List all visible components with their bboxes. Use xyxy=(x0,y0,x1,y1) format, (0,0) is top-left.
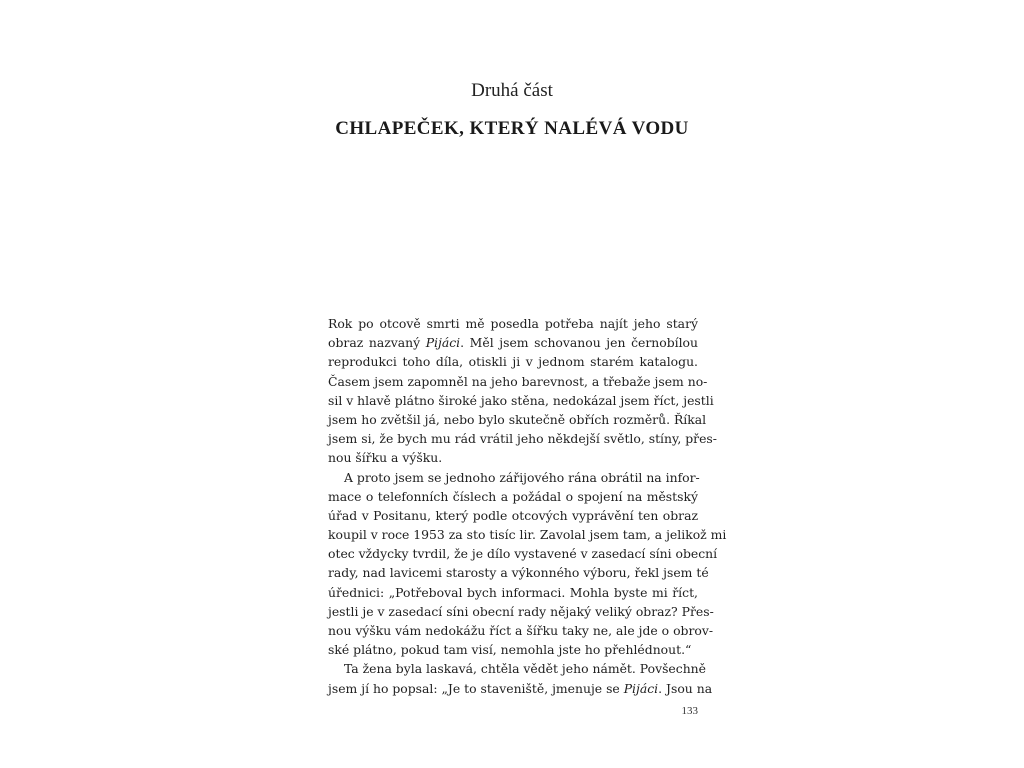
text-line: Časem jsem zapomněl na jeho barevnost, a třebaže jsem no- xyxy=(328,373,708,389)
painting-title: Pijáci xyxy=(425,335,461,351)
painting-title: Pijáci xyxy=(623,680,659,696)
text-line: sil v hlavě plátno široké jako stěna, nedokázal jsem říct, jestli xyxy=(328,392,714,408)
text-line: nou šířku a výšku. xyxy=(328,450,443,466)
page-number: 133 xyxy=(681,705,698,717)
text-line: reprodukci toho díla, otiskli ji v jednom starém katalogu. xyxy=(328,354,698,370)
text-line: obraz nazvaný Pijáci. Měl jsem schovanou jen černobílou xyxy=(328,335,698,351)
part-label: Druhá část xyxy=(471,80,553,101)
body-text xyxy=(328,314,727,698)
text-line: koupil v roce 1953 za sto tisíc lir. Zavolal jsem tam, a jelikož mi xyxy=(328,527,727,543)
text-line: rady, nad lavicemi starosty a výkonného výboru, řekl jsem té xyxy=(328,565,709,581)
text-line: otec vždycky tvrdil, že je dílo vystavené v zasedací síni obecní xyxy=(328,546,718,562)
text-line: úřednici: „Potřeboval bych informaci. Mohla byste mi říct, xyxy=(328,584,698,600)
text-line: Ta žena byla laskavá, chtěla vědět jeho námět. Povšechně xyxy=(344,661,706,677)
text-line: jsem si, že bych mu rád vrátil jeho někdejší světlo, stíny, přes- xyxy=(328,431,717,447)
text-line: jestli je v zasedací síni obecní rady nějaký veliký obraz? Přes- xyxy=(328,603,714,619)
text-line: mace o telefonních číslech a požádal o spojení na městský xyxy=(328,488,698,504)
text-line: jsem jí ho popsal: „Je to staveniště, jmenuje se Pijáci. Jsou na xyxy=(328,680,713,696)
text-line: Rok po otcově smrti mě posedla potřeba najít jeho starý xyxy=(328,316,698,331)
text-line: ské plátno, pokud tam visí, nemohla jste ho přehlédnout.“ xyxy=(328,642,692,658)
text-line: A proto jsem se jednoho zářijového rána obrátil na infor- xyxy=(344,469,700,485)
text-line: nou výšku vám nedokážu říct a šířku taky ne, ale jde o obrov- xyxy=(328,623,714,638)
text-line: úřad v Positanu, který podle otcových vyprávění ten obraz xyxy=(328,507,698,523)
chapter-title: CHLAPEČEK, KTERÝ NALÉVÁ VODU xyxy=(335,118,689,139)
text-line: jsem ho zvětšil já, nebo bylo skutečně obřích rozměrů. Říkal xyxy=(328,411,707,427)
